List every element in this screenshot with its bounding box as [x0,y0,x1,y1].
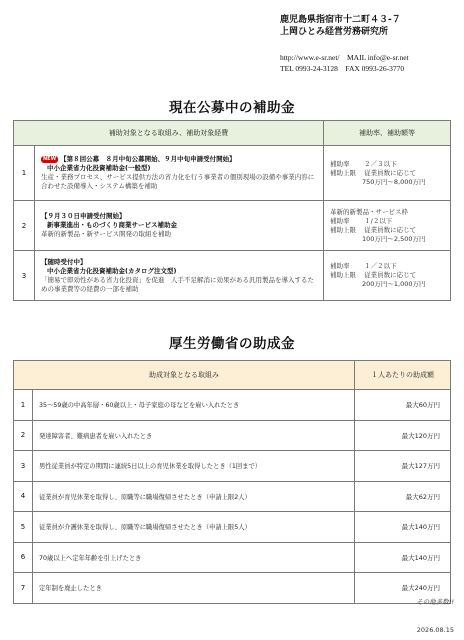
schedule-tag: 【随時受付中】 [41,257,87,266]
cap-value: 従業員数に応じて [364,225,417,234]
grant-row [14,512,451,543]
grant-description: 従業員が介護休業を取得し、原職等に職場復帰させたとき（申請上限5人） [33,512,355,543]
grant-row [14,451,451,482]
grant-description: 定年制を廃止したとき [33,573,355,604]
footnote: その他多数!! [416,598,454,606]
row-number: 7 [14,573,33,604]
schedule-tag: 【９月３０日申請受付開始】 [41,212,126,220]
grant-section-title: 厚生労働省の助成金 [169,336,295,352]
subsidy-row [14,146,451,201]
grant-description: 従業員が育児休業を取得し、原職等に職場復帰させたとき（申請上限2人） [33,481,355,512]
rate-category: 革新的新製品・サービス枠 [330,207,408,216]
amount-range: 200万円～1,000万円 [362,280,426,288]
program-detail: 「簡易で即効性がある省力化投資」を促進 人手不足解消に効果がある汎用製品を導入するための事業費等の経費の一部を補助 [41,275,314,293]
row-number: 2 [14,201,35,251]
subsidy-rate [324,201,451,251]
grant-table-header [14,361,451,390]
row-number: 3 [14,451,33,482]
grant-amount: 最大127万円 [355,451,451,482]
grant-row [14,481,451,512]
rate-label: 補助率 [330,262,350,270]
row-number: 3 [14,251,35,301]
rate-label: 補助率 [330,159,350,168]
rate-value: １／２以下 [364,262,397,270]
row-number: 1 [14,390,33,421]
grant-amount: 最大60万円 [355,390,451,421]
grant-description: 70歳以上へ定年年齢を引上げたとき [33,542,355,573]
grant-table [13,360,451,604]
subsidy-description [35,201,324,251]
grant-amount: 最大140万円 [355,542,451,573]
schedule-tag: 【第８回公募 ８月中旬公募開始、９月中旬申請受付開始】 [60,155,236,163]
program-name: 中小企業省力化投資補助金(カタログ注文型) [47,266,177,275]
program-detail: 革新的新製品・新サービス開発の取組を補助 [41,230,171,238]
grant-col-desc: 助成対象となる取組み [14,361,355,390]
grant-row [14,420,451,451]
rate-value: ２／３以下 [364,159,397,168]
new-badge: NEW [43,156,57,162]
grant-description: 男性従業員が特定の期間に連続5日以上の育児休業を取得したとき（1回まで） [33,451,355,482]
grant-description: 35～59歳の中高年層・60歳以上・母子家庭の母などを雇い入れたとき [33,390,355,421]
office-name: 上岡ひとみ経営労務研究所 [280,27,389,37]
subsidy-rate [324,251,451,301]
program-detail: 生産・業務プロセス、サービス提供方法の省力化を行う事業者の個別現場の設備や事業内容に合わせた設備導入・システム構築を補助 [41,173,315,190]
tel-fax-line [280,63,460,74]
grant-amount: 最大120万円 [355,420,451,451]
cap-value: 従業員数に応じて [364,168,417,177]
mail-address[interactable]: MAIL info@e-sr.net [347,53,409,62]
row-number: 1 [14,146,35,201]
row-number: 6 [14,542,33,573]
tel-number: TEL 0993-24-3128 [280,64,338,73]
subsidy-col-desc: 補助対象となる取組み、補助対象経費 [14,121,324,146]
fax-number: FAX 0993-26-3770 [345,64,405,73]
subsidy-rate [324,146,451,201]
grant-amount: 最大140万円 [355,512,451,543]
amount-range: 750万円～8,000万円 [362,177,426,186]
grant-amount: 最大62万円 [355,481,451,512]
subsidy-description [35,251,324,301]
grant-row [14,542,451,573]
cap-value: 従業員数に応じて [364,271,417,279]
program-name: 中小企業省力化投資補助金(一般型) [47,164,151,172]
subsidy-section-title: 現在公募中の補助金 [169,100,295,116]
cap-label: 補助上限 [330,168,356,177]
website-link[interactable]: http://www.e-sr.net/ [280,53,340,62]
grant-col-amount: １人あたりの助成額 [355,361,451,390]
subsidy-table [13,120,451,301]
amount-range: 100万円～2,500万円 [362,234,426,243]
rate-value: １/２以下 [364,216,393,225]
subsidy-row [14,201,451,251]
web-mail-line [280,52,460,63]
program-name: 新事業進出・ものづくり商業サービス補助金 [47,221,177,229]
grant-row [14,390,451,421]
office-address: 鹿児島県指宿市十二町４３-７ [280,15,401,25]
subsidy-col-rate: 補助率、補助額等 [324,121,451,146]
grant-description: 発達障害者、難病患者を雇い入れたとき [33,420,355,451]
row-number: 5 [14,512,33,543]
subsidy-description [35,146,324,201]
grant-amount: 最大240万円 [355,573,451,604]
issue-date: 2026.08.15 [416,626,454,634]
rate-label: 補助率 [330,216,350,225]
row-number: 2 [14,420,33,451]
subsidy-row [14,251,451,301]
office-header [280,14,460,74]
cap-label: 補助上限 [330,225,356,234]
row-number: 4 [14,481,33,512]
subsidy-table-header [14,121,451,146]
cap-label: 補助上限 [330,271,356,279]
